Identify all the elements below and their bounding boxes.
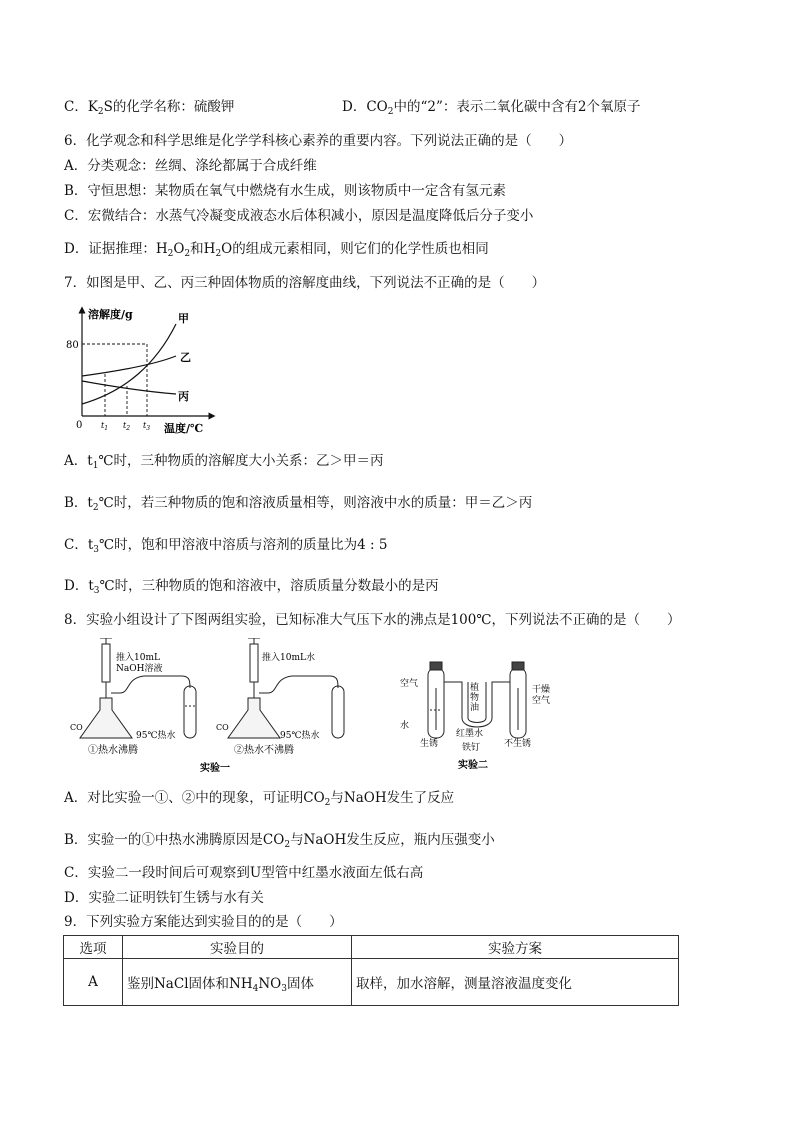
curve-bing	[82, 381, 176, 394]
q8-option-a: A．对比实验一①、②中的现象，可证明$CO_2$与NaOH发生了反应	[64, 790, 455, 808]
svg-text:95℃热水: 95℃热水	[136, 731, 176, 741]
q6-option-b: B．守恒思想：某物质在氧气中燃烧有水生成，则该物质中一定含有氢元素	[64, 183, 506, 199]
q5-option-c: C．$K_2S$的化学名称：硫酸钾	[64, 99, 235, 117]
svg-text:干燥: 干燥	[532, 685, 551, 695]
row-option: A	[64, 959, 123, 1006]
svg-text:生锈: 生锈	[420, 739, 439, 749]
svg-text:CO: CO	[216, 723, 229, 732]
y-tick-80: 80	[66, 340, 79, 351]
q7-option-a: A．$t_1℃$时，三种物质的溶解度大小关系：乙＞甲＝丙	[64, 453, 384, 471]
q7-option-b: B．$t_2℃$时，若三种物质的饱和溶液质量相等，则溶液中水的质量：甲＝乙＞丙	[64, 495, 533, 513]
svg-text:推入10mL: 推入10mL	[116, 653, 160, 663]
svg-text:实验一: 实验一	[200, 763, 230, 774]
q8-option-c: C．实验二一段时间后可观察到U型管中红墨水液面左低右高	[64, 865, 424, 881]
table-row	[64, 959, 679, 1006]
solubility-curve-figure	[66, 306, 216, 436]
svg-text:不生锈: 不生锈	[504, 739, 532, 749]
q6-option-c: C．宏微结合：水蒸气冷凝变成液态水后体积减小，原因是温度降低后分子变小	[64, 208, 534, 224]
x-axis-label: 温度/℃	[164, 422, 204, 435]
svg-text:红墨水: 红墨水	[456, 729, 484, 739]
svg-text:CO: CO	[70, 723, 83, 732]
q9-stem: 9．下列实验方案能达到实验目的的是（ ）	[64, 914, 343, 930]
svg-text:95℃热水: 95℃热水	[280, 731, 320, 741]
svg-text:油: 油	[470, 703, 480, 713]
q5-option-d: D．$CO_2$中的“2”：表示二氧化碳中含有2个氧原子	[342, 99, 641, 117]
svg-text:实验二: 实验二	[458, 760, 488, 771]
q7-stem: 7．如图是甲、乙、丙三种固体物质的溶解度曲线，下列说法不正确的是（ ）	[64, 275, 546, 291]
curve-jia	[82, 324, 176, 404]
label-jia: 甲	[178, 312, 189, 325]
q6-stem: 6．化学观念和科学思维是化学学科核心素养的重要内容。下列说法正确的是（ ）	[64, 133, 573, 149]
q7-option-c: C．$t_3℃$时，饱和甲溶液中溶质与溶剂的质量比为4 : 5	[64, 537, 388, 555]
header-option: 选项	[64, 936, 123, 959]
svg-text:NaOH溶液: NaOH溶液	[116, 664, 163, 674]
svg-text:t3: $t_3$	[143, 421, 151, 432]
svg-text:推入10mL水: 推入10mL水	[262, 653, 315, 663]
svg-text:t1: $t_1$	[101, 421, 109, 432]
q8-option-d: D．实验二证明铁钉生锈与水有关	[64, 890, 264, 906]
row-purpose: 鉴别NaCl固体和$NH_4NO_3$固体	[123, 959, 352, 1006]
q7-option-d: D．$t_3℃$时，三种物质的饱和溶液中，溶质质量分数最小的是丙	[64, 578, 439, 596]
q8-stem: 8．实验小组设计了下图两组实验，已知标准大气压下水的沸点是100℃，下列说法不正确的是（ ）	[64, 612, 681, 628]
q6-option-d: D．证据推理：$H_2O_2$和$H_2O$的组成元素相同，则它们的化学性质也相同	[64, 241, 489, 259]
experiment-figure	[64, 638, 684, 778]
q9-table	[63, 935, 679, 1006]
svg-text:植: 植	[470, 683, 480, 693]
label-bing: 丙	[178, 390, 189, 403]
header-plan: 实验方案	[352, 936, 679, 959]
svg-text:t2: $t_2$	[123, 421, 131, 432]
svg-text:铁钉: 铁钉	[462, 743, 481, 753]
svg-text:物: 物	[470, 693, 480, 703]
curve-yi	[82, 356, 176, 376]
header-purpose: 实验目的	[123, 936, 352, 959]
svg-text:空气: 空气	[532, 696, 551, 706]
svg-text:①热水沸腾: ①热水沸腾	[88, 745, 138, 756]
q8-option-b: B．实验一的①中热水沸腾原因是$CO_2$与NaOH发生反应，瓶内压强变小	[64, 832, 495, 850]
label-yi: 乙	[180, 351, 191, 364]
row-plan: 取样，加水溶解，测量溶液温度变化	[352, 959, 679, 1006]
origin-label: 0	[76, 420, 83, 431]
svg-text:②热水不沸腾: ②热水不沸腾	[234, 745, 294, 756]
svg-text:空气: 空气	[400, 679, 419, 689]
y-axis-label: 溶解度/g	[88, 308, 133, 321]
svg-text:水: 水	[400, 721, 410, 731]
q6-option-a: A．分类观念：丝绸、涤纶都属于合成纤维	[64, 158, 317, 174]
